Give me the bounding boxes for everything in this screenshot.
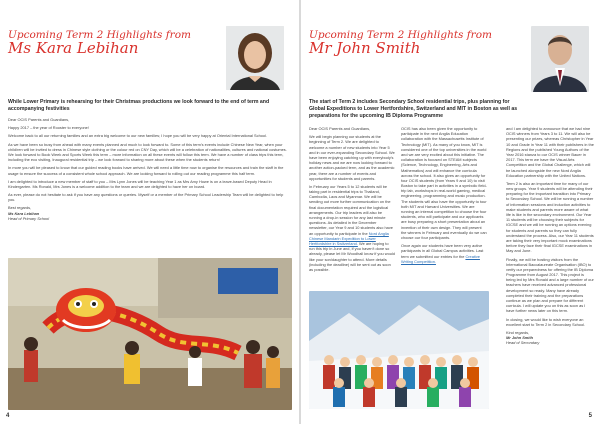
left-paragraph: In more you will be pleased to know that our guided reading books have arrived. We will need a little time now to organise the resources and train the staff in the usage to ensure the success of a consistent whole school approach. We are looking forward to rolling out our reading programme this half term.	[8, 165, 284, 176]
writing-competition-link[interactable]: Creative Writing Competition.	[401, 253, 480, 264]
left-heading-name: Ms Kara Lebihan	[8, 39, 139, 58]
expedition-link[interactable]: Nord Anglia Chinese Mandarin Expedition to Lower Hertfordshire in Switzerland.	[309, 230, 389, 246]
right-paragraph: and I am delighted to announce that we had nine OCIS winners from Years 3 to 11. We will also be presenting our prizes, whereas Christopher in Year 10 and Grade in Year 11 with their publishers in the Regions and the published Young Authors of the Year 2016 stanza to our OCIS winner Bauer in 2017. This term we have the Visual Arts Competition and the Global Challenge, which will be launched alongside the new Nord Anglia Education partnership with the United Nations.	[506, 126, 594, 178]
left-signoff: Best regards,	[8, 205, 32, 211]
right-column-3	[506, 126, 594, 349]
right-paragraph: We will begin planning our students at the beginning of Term 2. We are delighted to welcome a number of new students into Year 5 and in our ever-expanding Secondary School. We have been enjoying catching up with everybody's holiday news and we are now looking forward to another action-packed term, and as the academic year, there are a number of events and opportunities for students and parents.	[309, 134, 395, 181]
right-paragraph-with-link	[309, 184, 395, 272]
right-lead: The start of Term 2 includes Secondary School residential trips, plus planning for Global Expeditions to Lower Hertfordshire, Switzerland and MIT in Boston as well as preparations for the upcoming IB Diploma Programme	[309, 99, 518, 119]
right-paragraph-with-link	[401, 243, 487, 264]
page-number-left: 4	[6, 413, 10, 419]
kara-lebihan-headshot	[226, 26, 284, 90]
right-paragraph: Finally, we will be hosting visitors from the International Baccalaureate Organisation (IBO) to verify our preparedness for offering the IB Diploma Programme from August 2017. This project is being led by Mrs Ronald and a large number of our teachers have received advanced professional development so ready. Many have already completed their training and the preparations continue as we plan and prepare for different curricula. I will update you on this as soon as I have further news later on this term.	[506, 256, 594, 314]
left-body	[8, 117, 290, 224]
right-paragraph: OCIS has also been given the opportunity to participate in the next Anglia Education collaboration with the Massachusetts Institute of Technology (MIT). As many of you know, MIT is considered one of the top universities in the world and we are very excited about this initiative. The collaboration is focused on STEAM subjects (Science, Technology, Engineering, Arts and Mathematics) and will enhance the curricula across the school. It also gives an opportunity for four OCIS students (from Years 9 and 10) to visit Boston to take part in activities in a symbolic field-trip lab, workshops in real-world gaming, medical engineering, programming and music production. The students will also have the opportunity to tour both MIT and Harvard Universities. We are running an internal competition to choose the four students, who will participate and our applicants are busy preparing a short presentation about an invention of their own design. They will present the winners in February and eventually do we can choose our four participants.	[401, 126, 487, 240]
right-column-2	[401, 126, 487, 264]
right-signature-title: Head of Secondary	[506, 340, 540, 346]
right-signoff: Kind regards,	[506, 329, 530, 335]
left-paragraph: Happy 2017 – the year of Rooster to everyone!	[8, 125, 89, 131]
snow-trip-photo	[309, 291, 489, 409]
left-page	[0, 0, 299, 424]
left-paragraph: I am delighted to introduce a new member of staff to you – Mrs Lynn Jones will be teaching Year 1 as Mrs Amy Howe is on a leave-based Deputy Head in Kindergarten. Ms Ronald, Mrs Jones is a welcome addition to the team and we are delighted to have her on board.	[8, 178, 272, 189]
left-heading	[8, 30, 223, 57]
john-smith-headshot	[531, 26, 589, 92]
right-column-1	[309, 126, 395, 272]
right-paragraph: In closing, we would like to wish everyone an excellent start to Term 2 in Secondary School.	[506, 316, 586, 327]
right-paragraph-text: We are hoping to run this trip in June and, if you haven't done so already, please let Mr Woodhall know if you would like your son/daughter to attend. More details (including the deadline) will be sent out as soon as possible.	[309, 240, 395, 272]
left-paragraph: Dear OCIS Parents and Guardians,	[8, 117, 70, 122]
left-heading-line1: Upcoming Term 2 Highlights from	[8, 29, 191, 41]
page-number-right: 5	[588, 413, 592, 419]
right-paragraph: Dear OCIS Parents and Guardians,	[309, 126, 371, 131]
left-paragraph: As we have been so busy from ahead with many events planned and much to look forward to. Some of this term's events include Chinese New Year, when your child/ren will be invited to dress in Chinese style clothing or the colour red on CNY Day, which will be a celebration of nationalities, cultures and national costumes. We look forward to Book Week and Sports Week this term – more information on all these events will follow this term. We have a number of class trips this term, including the eco visiting, Inaugural residential trip – we look forward to sharing more about these when the students return!	[8, 141, 287, 163]
left-paragraph: As ever, please do not hesitate to ask if you have any questions or queries. Myself or a member of the Primary School Leadership Team will be delighted to help you.	[8, 192, 284, 203]
dragon-dance-photo	[8, 258, 292, 410]
left-lead: While Lower Primary is rehearsing for their Christmas productions we look forward to the end of term and accompanying festivities	[8, 99, 270, 112]
left-paragraph: Welcome back to all our returning families and an extra big welcome to our new families; I hope you will be very happy at Oriental International School.	[8, 133, 268, 139]
right-paragraph-text: Once again our students have been very active participants in all Global Campus activities. Last term we submitted our entries for the	[401, 243, 484, 259]
right-heading-line1: Upcoming Term 2 Highlights from	[309, 29, 492, 41]
right-signature-name: Mr John Smith	[506, 335, 534, 341]
right-heading	[309, 30, 509, 57]
left-signature-name: Ms Kara Lebihan	[8, 210, 40, 216]
left-signature-title: Head of Primary School	[8, 215, 50, 221]
right-paragraph: Term 2 is also an important time for many of our new groups. Year 9 students will be attending their preparing for the important transition into Primary to Secondary School. We will be running a number of information sessions and induction activities to make students and parents more aware of what life is like in the secondary environment. Our Year 11 students will be choosing their subjects for IGCSE and we will be running an options evening for students and parents so they can fully understand the process. Also, our Year 11 students are taking their very important mock examinations before they face their final IGCSE examinations in May and June.	[506, 180, 594, 254]
right-page	[301, 0, 600, 424]
right-paragraph-text: In February our Years 5 to 12 students will be taking part in residential trips to Thailand, Cambodia, Laos and Myanmar. We will be sending out more further communication on the final documentation required and the logistical arrangements. Our trip leaders will also be running a drop-in session for any last minute questions. As detailed in the December newsletter, our Year 9 and 10 students also have an opportunity to participate in the	[309, 183, 393, 236]
right-heading-name: Mr John Smith	[309, 39, 421, 58]
